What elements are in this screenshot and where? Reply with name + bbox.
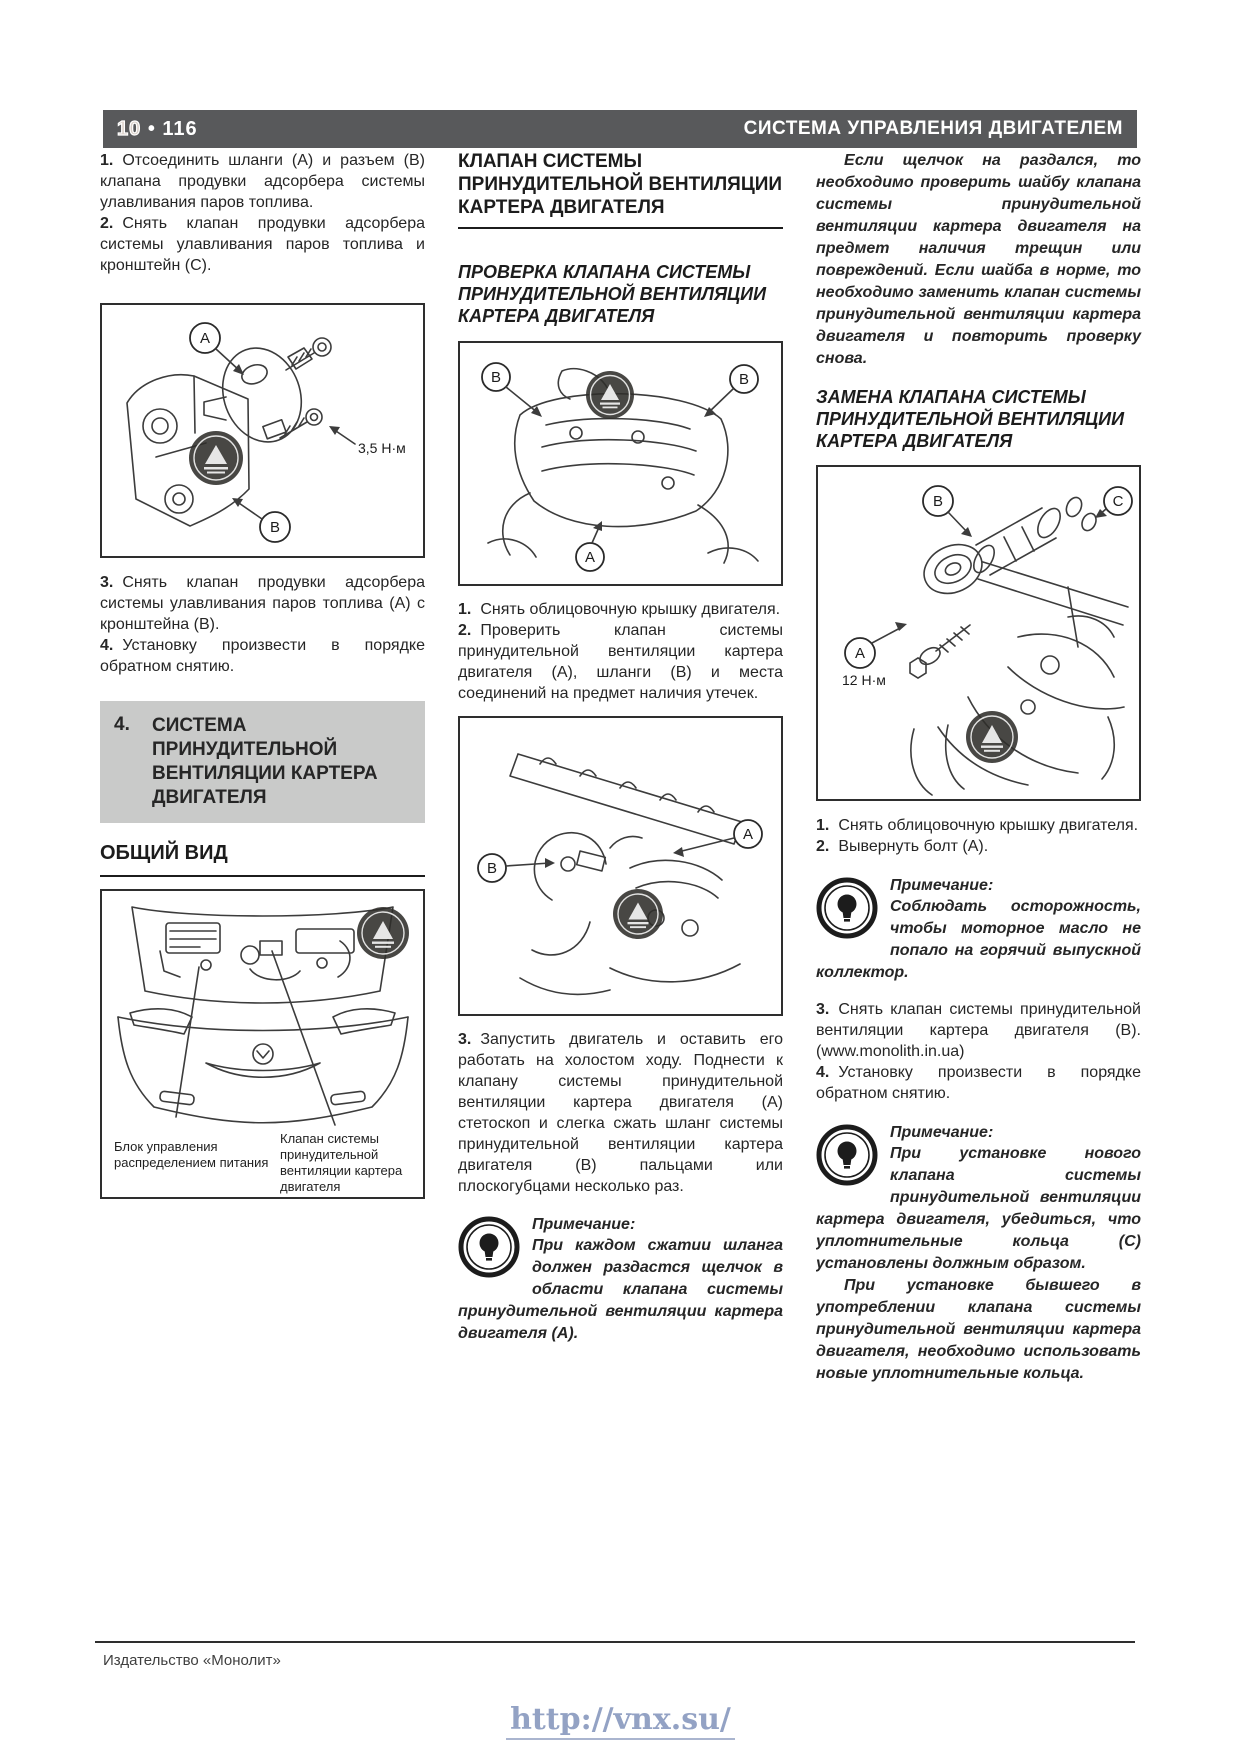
monolith-logo-watermark bbox=[586, 371, 634, 419]
callout-b-letter: В bbox=[269, 519, 281, 536]
step-number: 3. bbox=[458, 1031, 472, 1048]
step-text: Установку произвести в порядке обратном снятию. bbox=[100, 637, 425, 675]
note-title: Примечание: bbox=[890, 1124, 994, 1141]
note-block bbox=[458, 1214, 783, 1345]
section-title-line: ПРИНУДИТЕЛЬНОЙ bbox=[152, 739, 338, 760]
publisher-credit: Издательство «Монолит» bbox=[103, 1652, 281, 1669]
pcv-valve-diagram bbox=[818, 467, 1139, 799]
monolith-logo-watermark bbox=[613, 889, 663, 939]
step-text: Снять клапан продувки адсорбера системы улавливания паров топлива и кронштейн (С). bbox=[100, 215, 425, 274]
step-text: Отсоединить шланги (А) и разъем (В) клапана продувки адсорбера системы улавливания паров топлива. bbox=[100, 152, 425, 211]
section-number: 4. bbox=[114, 714, 130, 735]
step-number: 2. bbox=[100, 215, 114, 232]
figure-pcv-check-side bbox=[458, 716, 783, 1016]
chapter-number: 10 bbox=[117, 117, 142, 140]
engine-side-diagram bbox=[460, 718, 781, 1014]
section-heading-box bbox=[100, 701, 425, 823]
page-number: 116 bbox=[162, 117, 198, 140]
step-item bbox=[458, 1029, 783, 1197]
lightbulb-note-icon bbox=[816, 1124, 878, 1186]
figure-pcv-replacement bbox=[816, 465, 1141, 801]
lightbulb-note-icon bbox=[458, 1216, 520, 1278]
torque-label: 12 Н·м bbox=[842, 672, 886, 688]
right-column bbox=[816, 150, 1141, 1385]
section-title bbox=[152, 714, 378, 810]
page-number-block bbox=[117, 118, 198, 141]
callout-b-letter: В bbox=[490, 369, 502, 386]
step-text: Снять клапан продувки адсорбера системы улавливания паров топлива (А) с кронштейна (В). bbox=[100, 574, 425, 633]
step-number: 4. bbox=[100, 637, 114, 654]
step-item bbox=[816, 836, 1141, 857]
note-title: Примечание: bbox=[532, 1216, 636, 1233]
callout-a-letter: А bbox=[742, 826, 754, 843]
overview-heading: ОБЩИЙ ВИД bbox=[100, 841, 425, 877]
step-item bbox=[100, 213, 425, 276]
torque-label: 3,5 Н·м bbox=[358, 440, 406, 456]
step-number: 3. bbox=[100, 574, 114, 591]
step-item bbox=[100, 635, 425, 677]
figure-purge-valve-bracket bbox=[100, 303, 425, 558]
callout-b-letter: В bbox=[486, 860, 498, 877]
site-watermark bbox=[0, 1702, 1241, 1737]
step-text: Снять облицовочную крышку двигателя. bbox=[838, 817, 1139, 834]
note-text: Соблюдать осторожность, чтобы моторное масло не попало на горячий выпускной коллектор. bbox=[816, 898, 1141, 981]
note-title: Примечание: bbox=[890, 877, 994, 894]
engine-top-diagram bbox=[460, 343, 781, 584]
step-number: 4. bbox=[816, 1064, 830, 1081]
purge-valve-diagram bbox=[102, 305, 423, 556]
middle-column bbox=[458, 150, 783, 1345]
pcv-check-subheading: ПРОВЕРКА КЛАПАНА СИСТЕМЫ ПРИНУДИТЕЛЬНОЙ ВЕНТИЛЯЦИИ КАРТЕРА ДВИГАТЕЛЯ bbox=[458, 262, 767, 326]
callout-b-letter: В bbox=[932, 493, 944, 510]
monolith-logo-watermark bbox=[357, 907, 409, 959]
step-item bbox=[458, 620, 783, 704]
step-text: Снять клапан системы принудительной вентиляции картера двигателя (В). (www.monolith.in.ua) bbox=[816, 1001, 1141, 1060]
section-title-line: ДВИГАТЕЛЯ bbox=[152, 787, 267, 808]
header-bullet: • bbox=[147, 117, 156, 140]
step-text: Запустить двигатель и оставить его работать на холостом ходу. Поднести к клапану системы принудительной вентиляции картера двигателя (А) стетоскоп и слегка сжать шланг системы принудительной вентиляции картера двигателя (В) пальцами или плоскогубцами несколько раз. bbox=[458, 1031, 783, 1195]
step-item bbox=[100, 150, 425, 213]
step-text: Снять облицовочную крышку двигателя. bbox=[480, 601, 781, 618]
step-number: 1. bbox=[458, 601, 472, 618]
step-item bbox=[816, 815, 1141, 836]
intro-paragraph: Если щелчок на раздался, то необходимо проверить шайбу клапана системы принудительной вентиляции картера двигателя на предмет наличия трещин или повреждений. Если шайба в норме, то необходимо заменить клапан системы принудительной вентиляции картера двигателя и повторить проверку снова. bbox=[816, 152, 1141, 367]
footer-rule bbox=[95, 1641, 1135, 1643]
note-text: При установке бывшего в употреблении клапана системы принудительной вентиляции картера двигателя, необходимо использовать новые уплотнительные кольца. bbox=[816, 1277, 1141, 1382]
step-number: 2. bbox=[816, 838, 830, 855]
pcv-valve-heading: КЛАПАН СИСТЕМЫ ПРИНУДИТЕЛЬНОЙ ВЕНТИЛЯЦИИ КАРТЕРА ДВИГАТЕЛЯ bbox=[458, 150, 783, 229]
callout-b-letter: В bbox=[738, 371, 750, 388]
figure-pcv-check-top bbox=[458, 341, 783, 586]
step-text: Вывернуть болт (А). bbox=[838, 838, 989, 855]
note-block bbox=[816, 1122, 1141, 1385]
step-number: 1. bbox=[100, 152, 114, 169]
figure-caption-left: Блок управления распределением питания bbox=[114, 1139, 269, 1170]
monolith-logo-watermark bbox=[189, 431, 243, 485]
figure-caption-right: Клапан системы принудительной вентиляции картера двигателя bbox=[280, 1131, 403, 1194]
step-item bbox=[100, 572, 425, 635]
section-title-line: СИСТЕМА bbox=[152, 715, 247, 736]
pcv-replace-heading: ЗАМЕНА КЛАПАНА СИСТЕМЫ ПРИНУДИТЕЛЬНОЙ ВЕНТИЛЯЦИИ КАРТЕРА ДВИГАТЕЛЯ bbox=[816, 387, 1125, 451]
step-number: 3. bbox=[816, 1001, 830, 1018]
step-number: 1. bbox=[816, 817, 830, 834]
watermark-url: http://vnx.su/ bbox=[506, 1702, 735, 1740]
callout-c-letter: С bbox=[1112, 493, 1124, 510]
callout-a-letter: А bbox=[854, 645, 866, 662]
figure-engine-bay-overview bbox=[100, 889, 425, 1199]
step-item bbox=[816, 999, 1141, 1062]
step-item bbox=[816, 1062, 1141, 1104]
monolith-logo-watermark bbox=[966, 711, 1018, 763]
callout-a-letter: А bbox=[199, 330, 211, 347]
step-text: Проверить клапан системы принудительной вентиляции картера двигателя (А), шланги (В) и места соединений на предмет наличия утечек. bbox=[458, 622, 783, 702]
step-number: 2. bbox=[458, 622, 472, 639]
lightbulb-note-icon bbox=[816, 877, 878, 939]
note-block bbox=[816, 875, 1141, 984]
chapter-title: СИСТЕМА УПРАВЛЕНИЯ ДВИГАТЕЛЕМ bbox=[743, 118, 1123, 139]
step-item bbox=[458, 599, 783, 620]
note-text: При установке нового клапана системы принудительной вентиляции картера двигателя, убедиться, что уплотнительные кольца (С) установлены должным образом. bbox=[816, 1145, 1141, 1272]
callout-a-letter: А bbox=[584, 549, 596, 566]
note-text: При каждом сжатии шланга должен раздастся щелчок в области клапана системы принудительной вентиляции картера двигателя (А). bbox=[458, 1237, 783, 1342]
left-column bbox=[100, 150, 425, 1199]
section-title-line: ВЕНТИЛЯЦИИ КАРТЕРА bbox=[152, 763, 378, 784]
page-header-bar bbox=[103, 110, 1137, 148]
step-text: Установку произвести в порядке обратном снятию. bbox=[816, 1064, 1141, 1102]
